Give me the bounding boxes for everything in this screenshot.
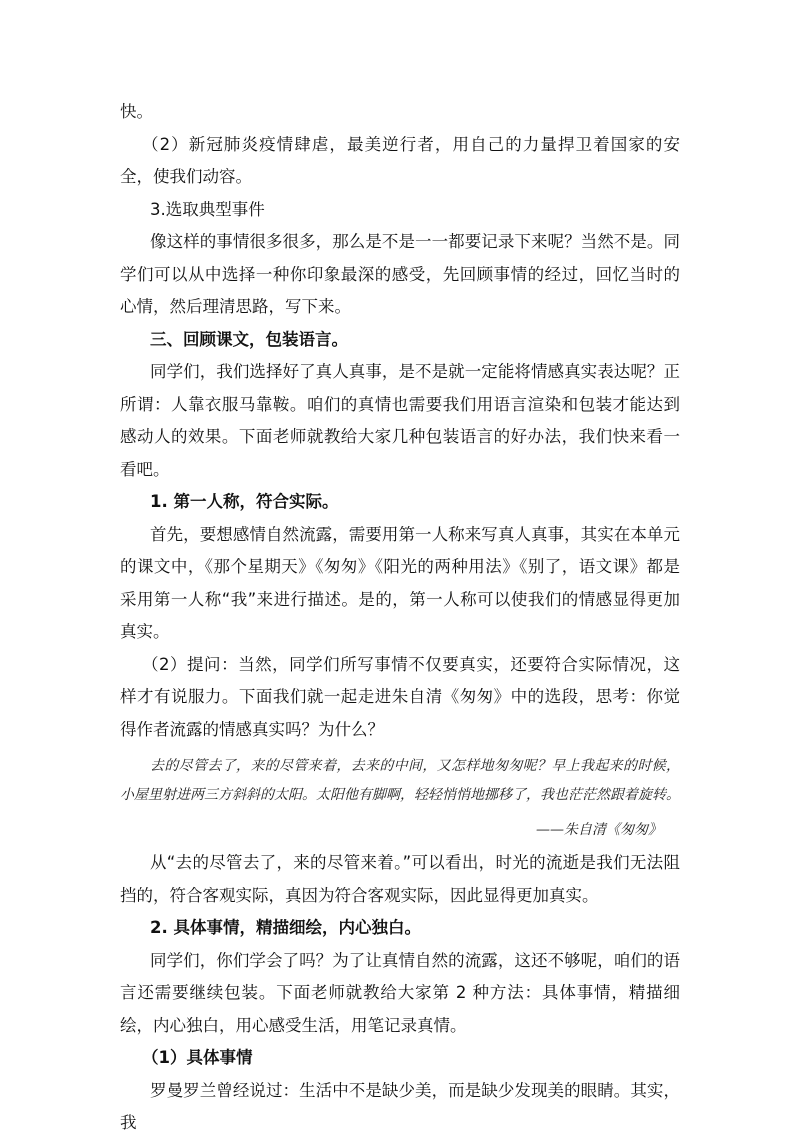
paragraph: 首先，要想感情自然流露，需要用第一人称来写真人真事，其实在本单元的课文中，《那个星期天》《匆匆》《阳光的两种用法》《别了，语文课》都是采用第一人称“我”来进行描述。是的，第一人称可以使我们的情感显得更加真实。 — [120, 524, 680, 641]
document-page — [120, 96, 680, 1140]
quote-source: ——朱自清《匆匆》 — [536, 822, 662, 838]
paragraph: （2）新冠肺炎疫情肆虐，最美逆行者，用自己的力量捍卫着国家的安全，使我们动容。 — [120, 134, 680, 186]
paragraph: （2）提问：当然，同学们所写事情不仅要真实，还要符合实际情况，这样才有说服力。下面我们就一起走进朱自清《匆匆》中的选段，思考：你觉得作者流露的情感真实吗？为什么？ — [120, 654, 680, 739]
section-heading: 1. 第一人称，符合实际。 — [150, 492, 339, 511]
paragraph: 从“去的尽管去了，来的尽管来着。”可以看出，时光的流逝是我们无法阻挡的，符合客观实际，真因为符合客观实际，因此显得更加真实。 — [120, 853, 680, 905]
section-heading: （1）具体事情 — [142, 1048, 253, 1067]
section-heading: 3.选取典型事件 — [150, 199, 265, 219]
paragraph: 同学们，你们学会了吗？为了让真情自然的流露，这还不够呢，咱们的语言还需要继续包装。下面老师就教给大家第 2 种方法：具体事情，精描细绘，内心独白，用心感受生活，用笔记录真情。 — [120, 950, 680, 1035]
paragraph: 同学们，我们选择好了真人真事，是不是就一定能将情感真实表达呢？正所谓：人靠衣服马靠鞍。咱们的真情也需要我们用语言渲染和包装才能达到感动人的效果。下面老师就教给大家几种包装语言的好办法，我们快来看一看吧。 — [120, 362, 680, 479]
section-heading: 三、回顾课文，包装语言。 — [150, 329, 348, 349]
paragraph: 罗曼罗兰曾经说过：生活中不是缺少美，而是缺少发现美的眼睛。其实，我 — [120, 1080, 680, 1132]
section-heading: 2. 具体事情，精描细绘，内心独白。 — [150, 918, 421, 937]
paragraph: 像这样的事情很多很多，那么是不是一一都要记录下来呢？当然不是。同学们可以从中选择一种你印象最深的感受，先回顾事情的经过，回忆当时的心情，然后理清思路，写下来。 — [120, 232, 680, 316]
quote-text: 去的尽管去了，来的尽管来着，去来的中间，又怎样地匆匆呢？早上我起来的时候，小屋里射进两三方斜斜的太阳。太阳他有脚啊，轻轻悄悄地挪移了，我也茫茫然跟着旋转。 — [120, 758, 680, 803]
paragraph: 快。 — [120, 102, 153, 121]
